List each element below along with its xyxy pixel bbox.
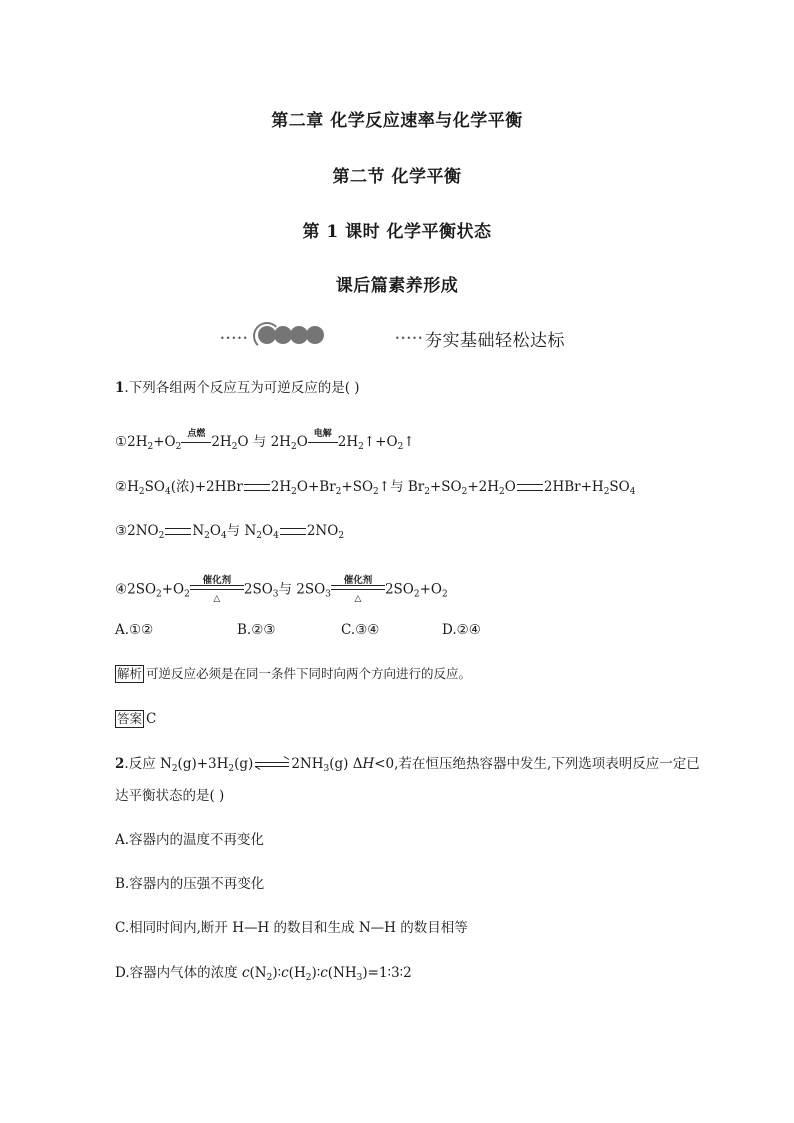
reaction-pair-2: $②H_2SO_4$(浓)+2HBr $2H_2O+Br_2+SO_2↑$与 $Br_2+SO_2+2H_2O$ $2HBr+H_2SO_4$ [115, 479, 636, 497]
answer-tag: 答案 [117, 711, 143, 726]
option-a[interactable]: A.①② [115, 622, 154, 638]
heat-triangle-icon: △ [213, 594, 221, 604]
option-b[interactable]: B.容器内的压强不再变化 [115, 876, 265, 892]
question-number: 2 [115, 756, 125, 772]
part-title: 课后篇素养形成 [335, 276, 459, 296]
option-d[interactable]: D.容器内气体的浓度 $c(N_2)∶c(H_2)∶c(NH_3)=1∶3∶2$ [115, 965, 412, 983]
answer-line [115, 709, 156, 729]
reaction-pair-3: $③2NO_2$ $N_2O_4$与 $N_2O_4$ $2NO_2$ [115, 523, 345, 541]
reaction-pair-1: $①2H_2+O_2$ 点燃 $2H_2O$ 与 $2H_2O$ 电解 $2H_2↑+O_2↑$ [115, 428, 415, 452]
chapter-title: 第二章 化学反应速率与化学平衡 [271, 111, 523, 131]
reaction-arrow: 电解 [308, 433, 338, 453]
banner-text: 夯实基础轻松达标 [425, 331, 565, 351]
reaction-pair-4: $④2SO_2+O_2$ 催化剂 △ $2SO_3$与 $2SO_3$ 催化剂 △ $2SO_2+O_2$ [115, 572, 448, 608]
option-d[interactable]: D.②④ [442, 622, 481, 638]
equals-sign [165, 528, 191, 535]
banner-dots-left: ••••• [220, 334, 249, 343]
option-c[interactable]: C.相同时间内,断开 H—H 的数目和生成 N—H 的数目相等 [115, 920, 468, 936]
option-b[interactable]: B.②③ [237, 622, 276, 638]
question-2-stem: 2.反应 $N_2(g)+3H_2(g)$ $2NH_3(g)$ ΔH<0,若在恒压绝热容器中发生,下列选项表明反应一定已 [115, 756, 700, 774]
analysis-tag: 解析 [117, 666, 143, 681]
catalyst-arrow: 催化剂 △ [190, 572, 244, 608]
equals-sign [517, 484, 543, 491]
question-1-options [115, 620, 535, 640]
catalyst-arrow: 催化剂 △ [331, 572, 385, 608]
answer-text: C [146, 711, 157, 727]
section-title: 第二节 化学平衡 [332, 167, 462, 187]
question-number: 1 [115, 380, 125, 396]
analysis-text: 可逆反应必须是在同一条件下同时向两个方向进行的反应。 [146, 666, 472, 681]
question-2-stem-cont: 达平衡状态的是( ) [115, 788, 225, 804]
option-c[interactable]: C.③④ [341, 622, 380, 638]
equals-sign [280, 528, 306, 535]
reversible-arrow [255, 760, 289, 770]
option-a[interactable]: A.容器内的温度不再变化 [115, 832, 265, 848]
heat-triangle-icon: △ [354, 594, 362, 604]
question-1-stem: 1.下列各组两个反应互为可逆反应的是( ) [115, 380, 360, 396]
section-banner [220, 320, 580, 356]
reaction-arrow: 点燃 [181, 433, 211, 453]
lesson-title: 第 1 课时 化学平衡状态 [302, 222, 492, 242]
banner-circle-icon [306, 326, 324, 344]
banner-dots-right: ••••• [395, 334, 424, 343]
equals-sign [244, 484, 270, 491]
analysis-line [115, 664, 471, 684]
